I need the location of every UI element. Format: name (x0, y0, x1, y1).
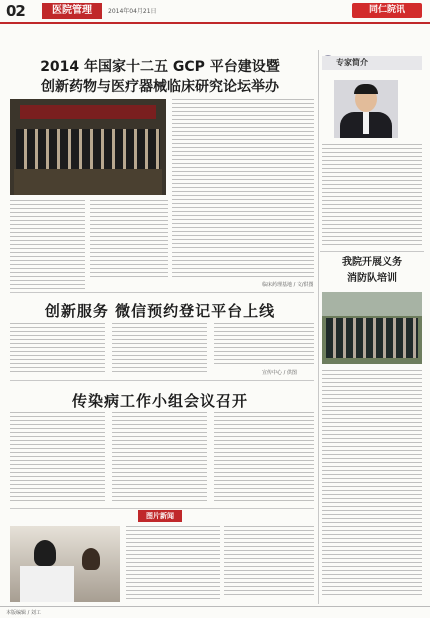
photo-news-body-col1 (126, 526, 220, 602)
article1-body-right2 (172, 252, 314, 278)
firefighter-training-photo (322, 292, 422, 364)
article1-byline: 临床药理基地 / 文/供图 (262, 282, 314, 288)
article1-title-line2: 创新药物与医疗器械临床研究论坛举办 (41, 79, 279, 95)
divider (10, 292, 314, 293)
article3-body-col3 (214, 412, 314, 504)
sidebar-body (322, 370, 422, 596)
page-header (0, 0, 430, 24)
section-label: 医院管理 (42, 3, 102, 19)
photo-news-tag: 图片新闻 (138, 510, 182, 522)
article2-byline: 宣传中心 / 供图 (262, 370, 297, 376)
issue-date: 2014年04月21日 (108, 8, 157, 15)
article3-body-col1 (10, 412, 105, 504)
article3-body-col2 (112, 412, 207, 504)
article2-body-col3 (214, 323, 314, 367)
page-footer (0, 606, 430, 618)
divider (10, 380, 314, 381)
article1-body-col2 (90, 200, 168, 278)
doctor-photo (10, 526, 120, 602)
article2-title: 创新服务 微信预约登记平台上线 (44, 302, 276, 320)
sidebar-title-line1: 我院开展义务 (342, 257, 402, 268)
photo-news-body-col2 (224, 526, 314, 596)
editor-credit: 本版编辑 / 刘工 (6, 610, 41, 616)
column-rule (318, 50, 319, 604)
article2-body-col2 (112, 323, 207, 373)
newspaper-logo: 同仁院讯 (352, 3, 422, 18)
divider (320, 251, 424, 252)
group-photo (10, 99, 166, 195)
article3-title: 传染病工作小组会议召开 (71, 392, 248, 410)
sidebar-title-line2: 消防队培训 (347, 273, 397, 284)
article1-title-line1: 2014 年国家十二五 GCP 平台建设暨 (40, 59, 280, 75)
expert-portrait (334, 80, 398, 138)
article2-body-col1 (10, 323, 105, 373)
article1-body-col1 (10, 200, 85, 290)
expert-intro-box: 专家简介 (322, 56, 422, 70)
expert-bio (322, 144, 422, 248)
divider (10, 508, 314, 509)
article1-body-right (172, 99, 314, 249)
page-number: 02 (6, 2, 25, 20)
